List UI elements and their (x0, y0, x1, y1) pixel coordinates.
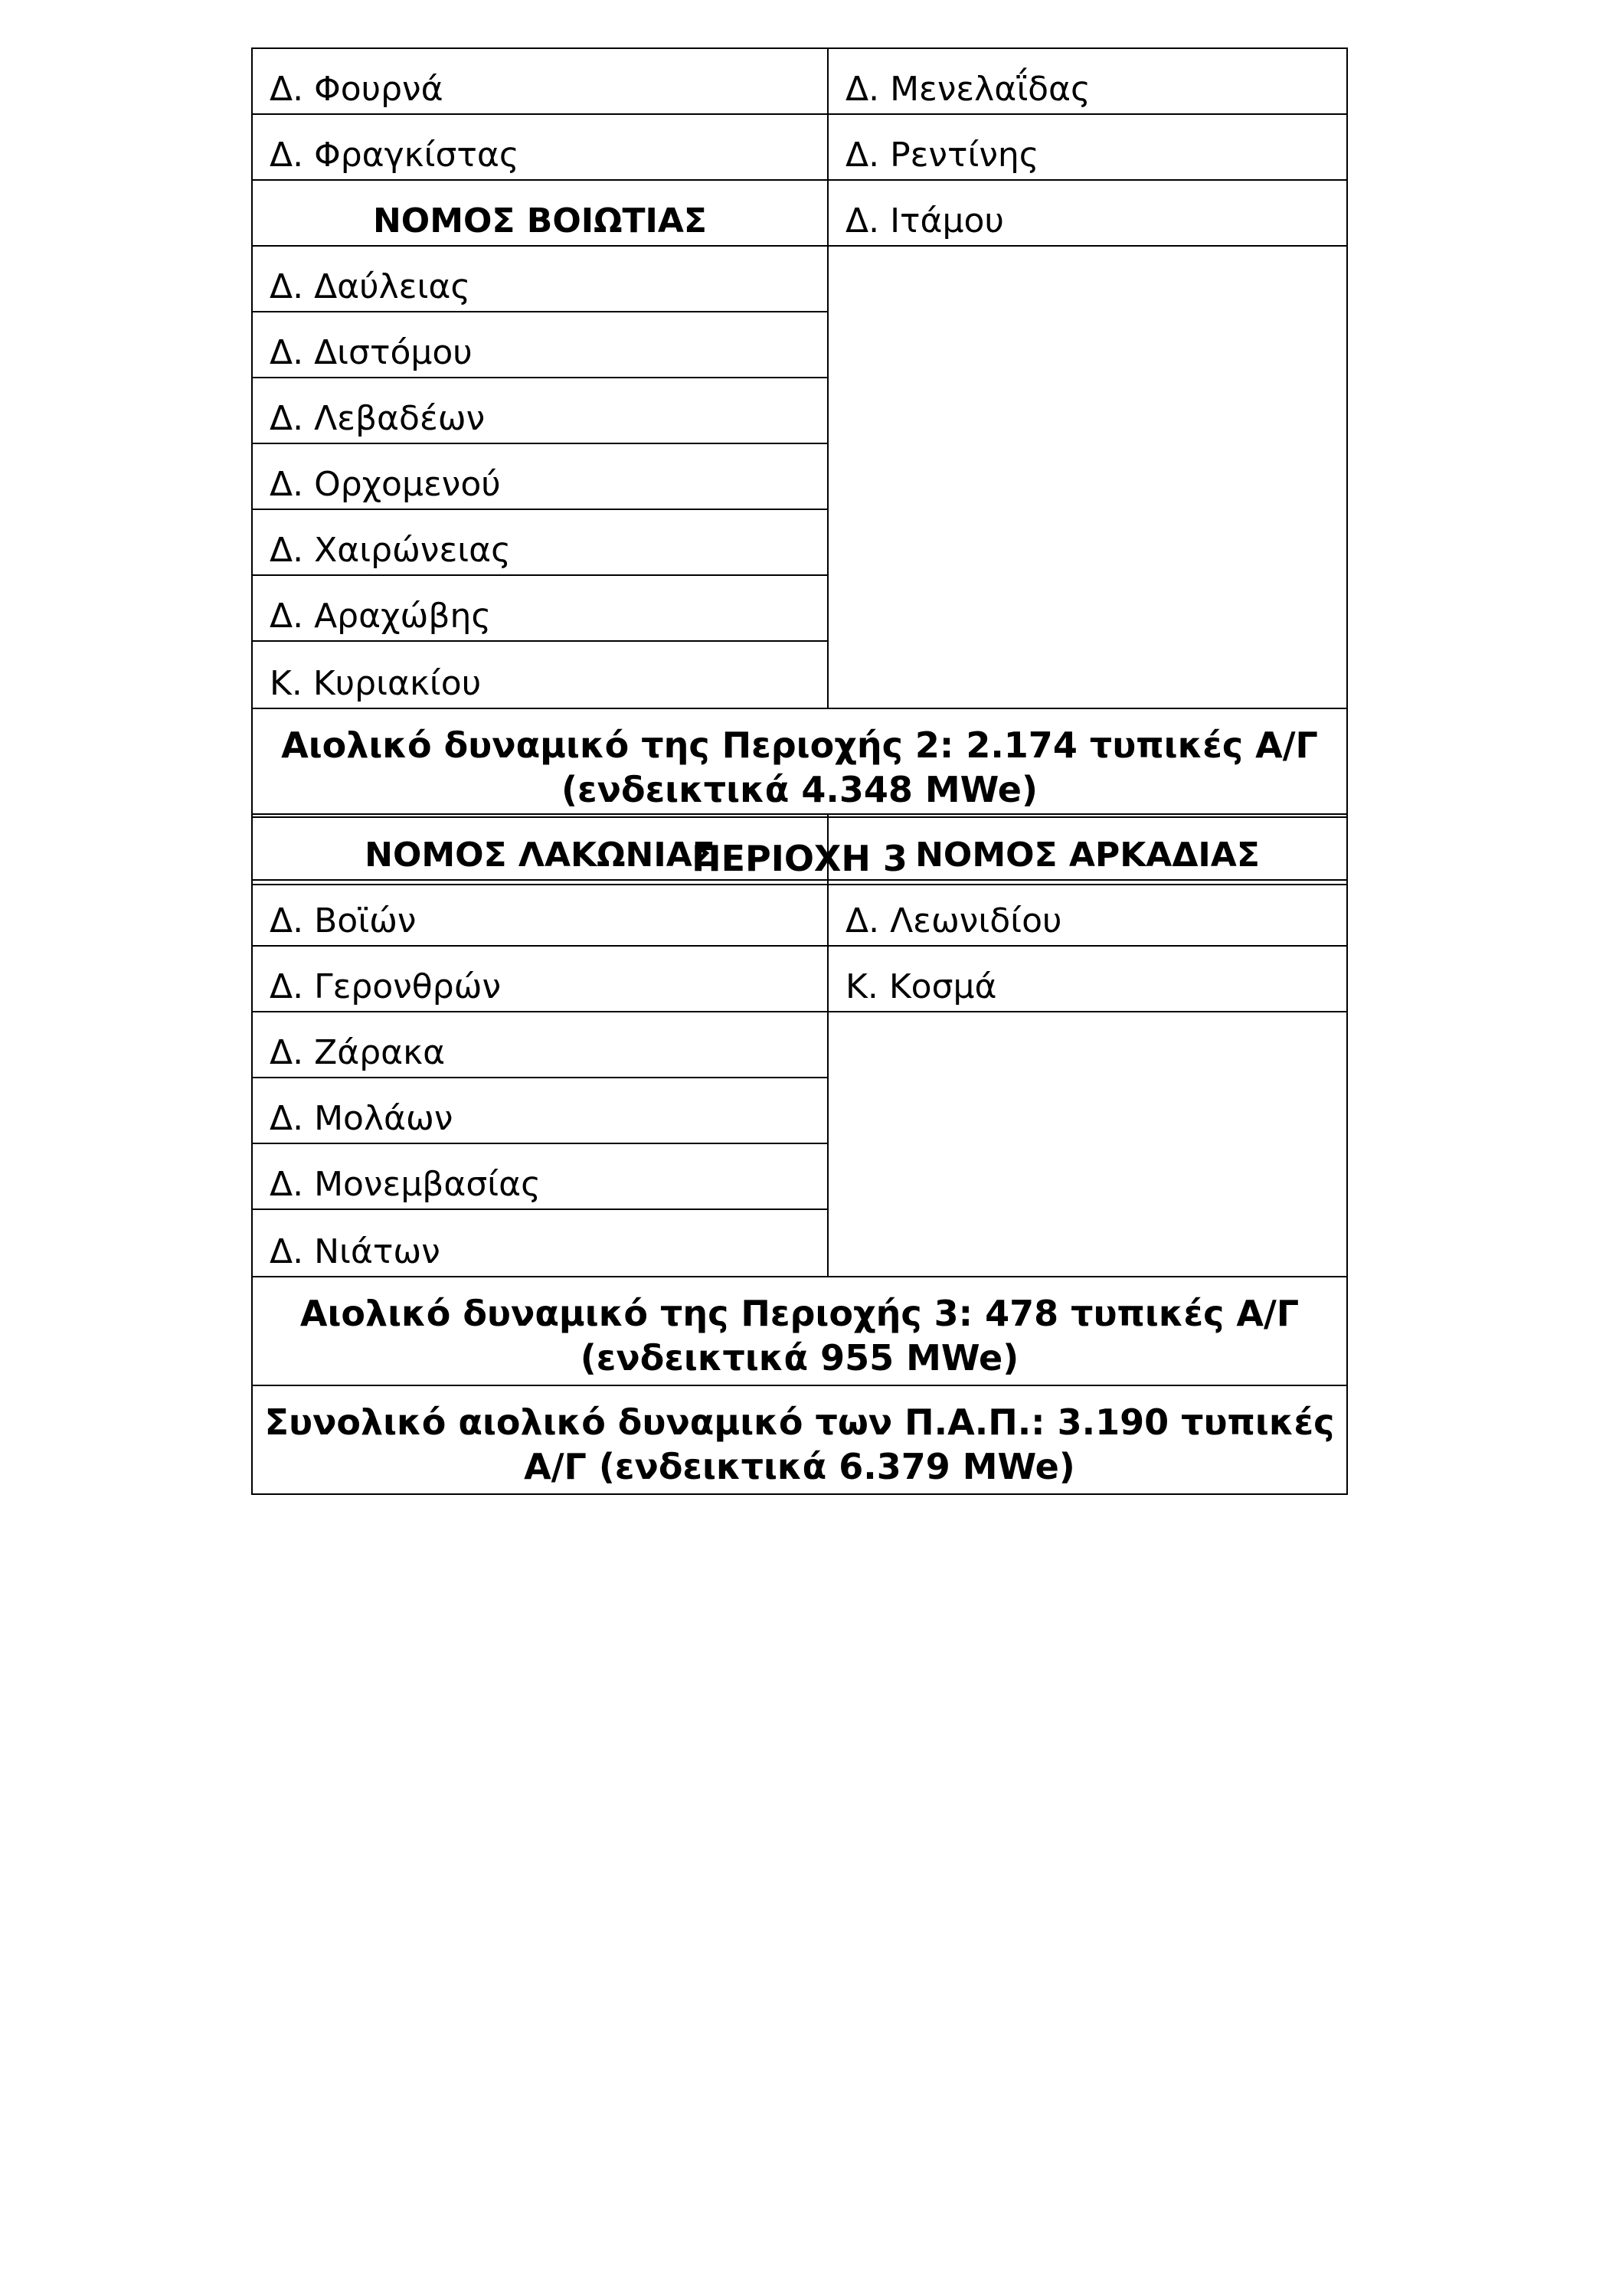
municipality-cell: Δ. Χαιρώνειας (253, 510, 827, 576)
municipality-cell: Κ. Κοσμά (845, 967, 997, 1006)
table-row (253, 49, 1346, 115)
prefecture-header-lakonia: ΝΟΜΟΣ ΛΑΚΩΝΙΑΣ (253, 815, 829, 879)
summary-line: (ενδεικτικά 955 MWe) (580, 1337, 1019, 1379)
summary-line: (ενδεικτικά 4.348 MWe) (561, 769, 1038, 810)
municipality-cell: Δ. Δαύλειας (253, 247, 827, 312)
municipality-cell: Δ. Λεωνιδίου (845, 901, 1062, 940)
municipality-cell: Δ. Ιτάμου (845, 201, 1004, 240)
summary-line: Συνολικό αιολικό δυναμικό των Π.Α.Π.: 3.190 τυπικές (264, 1401, 1335, 1443)
municipality-cell: Δ. Αραχώβης (253, 576, 827, 642)
municipality-cell: Δ. Λεβαδέων (253, 378, 827, 444)
total-summary (253, 1386, 1346, 1493)
empty-cell (829, 1012, 1346, 1276)
wind-potential-table-region3 (251, 813, 1348, 1495)
municipality-cell: Δ. Βοϊών (253, 881, 829, 945)
municipality-cell: Κ. Κυριακίου (270, 664, 482, 703)
municipality-cell: Δ. Διστόμου (253, 312, 827, 378)
municipality-cell: Δ. Μενελαΐδας (845, 70, 1091, 109)
prefecture-header-arkadia: ΝΟΜΟΣ ΑΡΚΑΔΙΑΣ (915, 836, 1260, 875)
table-row (253, 815, 1346, 881)
region2-summary (253, 709, 1346, 818)
municipality-cell: Δ. Ορχομενού (253, 444, 827, 510)
table-row (253, 181, 1346, 247)
boiotia-list (253, 247, 829, 708)
lakonia-block (253, 1012, 1346, 1277)
boiotia-block (253, 247, 1346, 709)
table-row (253, 947, 1346, 1012)
municipality-cell: Δ. Ρεντίνης (845, 136, 1039, 175)
municipality-cell: Δ. Φουρνά (253, 49, 829, 113)
municipality-cell: Δ. Μολάων (253, 1078, 827, 1144)
municipality-cell: Δ. Φραγκίστας (253, 115, 829, 179)
region3-title: ΠΕΡΙΟΧΗ 3 (692, 838, 908, 879)
table-row (253, 115, 1346, 181)
prefecture-header-boiotia: ΝΟΜΟΣ ΒΟΙΩΤΙΑΣ (253, 181, 829, 245)
wind-potential-table-region2 (251, 47, 1348, 885)
municipality-cell: Δ. Νιάτων (270, 1232, 440, 1271)
table-row (253, 881, 1346, 947)
empty-cell (829, 247, 1346, 708)
region3-summary (253, 1277, 1346, 1386)
summary-line: Α/Γ (ενδεικτικά 6.379 MWe) (524, 1446, 1075, 1487)
municipality-cell: Δ. Γερονθρών (253, 947, 829, 1011)
lakonia-list (253, 1012, 829, 1276)
municipality-cell: Δ. Ζάρακα (253, 1012, 827, 1078)
summary-line: Αιολικό δυναμικό της Περιοχής 2: 2.174 τυπικές Α/Γ (281, 724, 1318, 766)
municipality-cell: Δ. Μονεμβασίας (253, 1144, 827, 1210)
summary-line: Αιολικό δυναμικό της Περιοχής 3: 478 τυπικές Α/Γ (299, 1293, 1300, 1334)
